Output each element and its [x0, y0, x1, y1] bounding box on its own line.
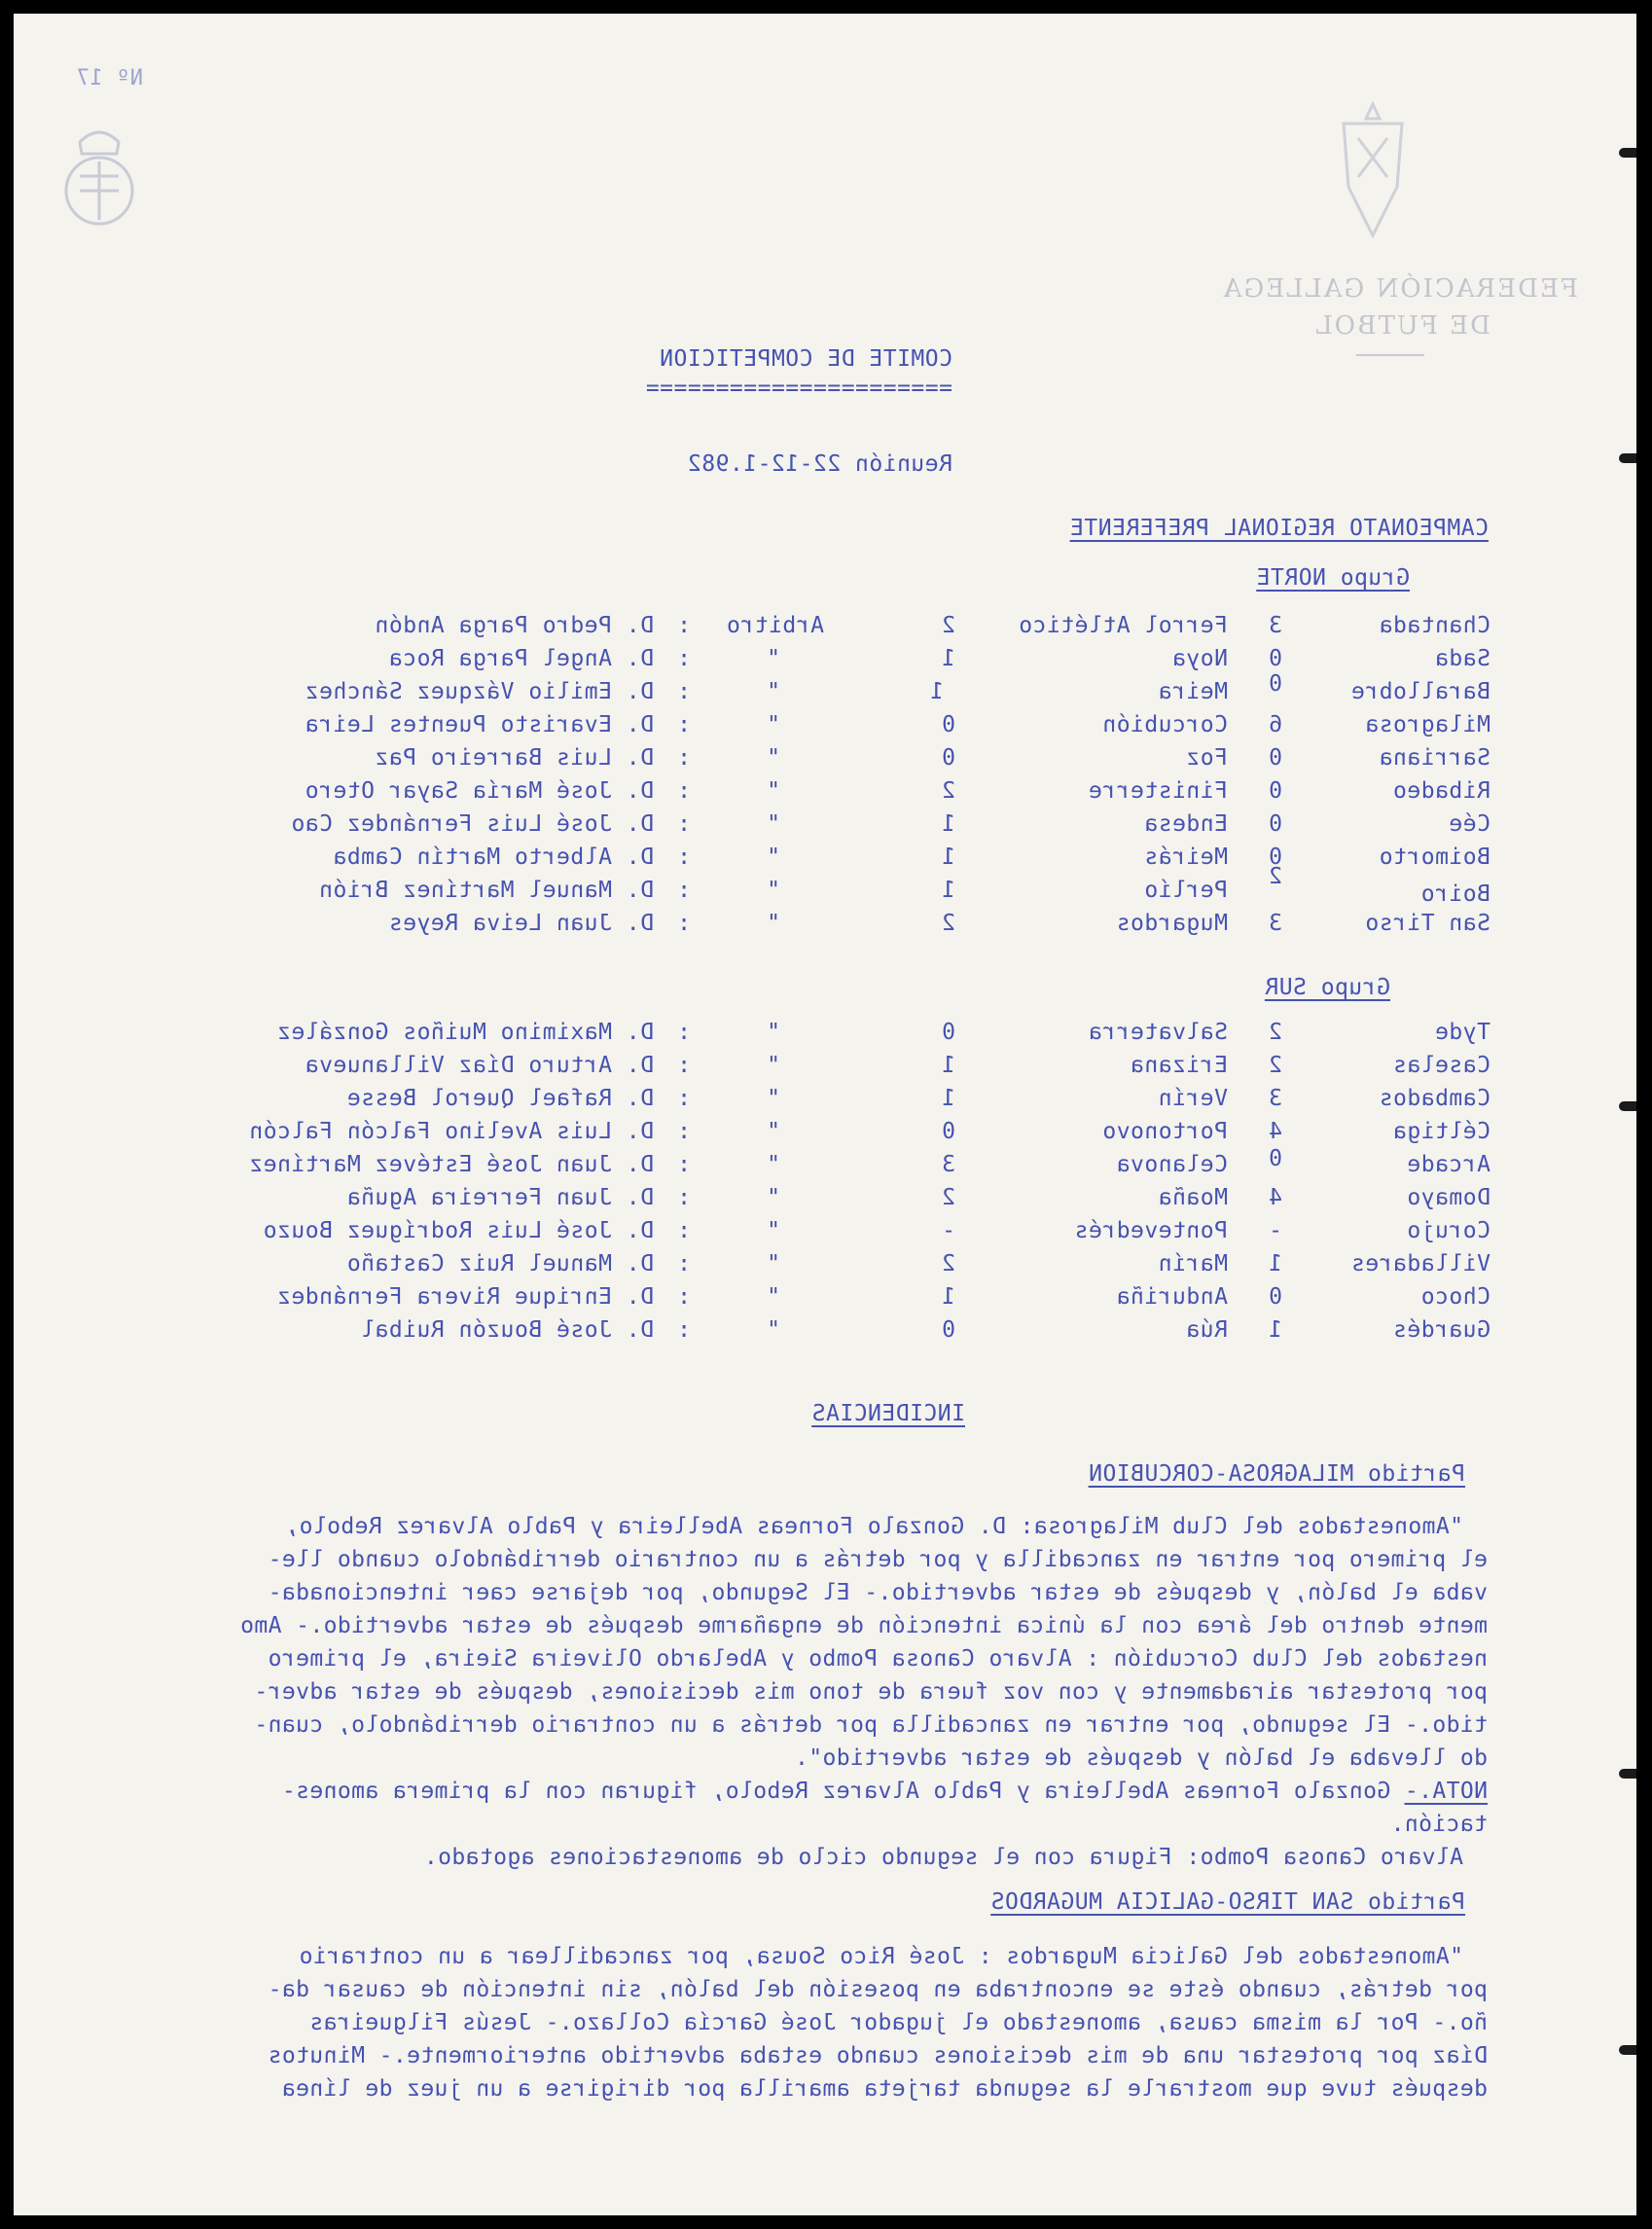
binder-hole: [1619, 148, 1636, 158]
federation-crest-icon: [60, 123, 138, 230]
ditto-mark: ": [766, 1284, 780, 1310]
away-team: Mugardos: [1116, 911, 1228, 936]
away-goals: 1: [941, 1086, 955, 1111]
away-team: Anduriña: [1116, 1284, 1228, 1310]
away-team: Endesa: [1143, 811, 1228, 837]
referee-name: D. Angel Parga Roca: [388, 646, 654, 671]
home-goals: 0: [1268, 1146, 1282, 1171]
referee-name: D. Evaristo Puentes Leira: [305, 712, 654, 737]
match-row: [14, 1117, 1636, 1146]
referee-name: D. Rafael Querol Besse: [346, 1086, 654, 1111]
home-team: Boiro: [1420, 881, 1490, 907]
ditto-mark: ": [766, 1152, 780, 1177]
separator: :: [676, 613, 691, 638]
home-goals: 3: [1268, 613, 1282, 638]
match-row: [14, 1282, 1636, 1312]
separator: :: [676, 911, 691, 936]
report-line: "Amonestados del Club Milagrosa: D. Gonzalo Forneas Abelleira y Pablo Alvarez Rebolo,: [284, 1514, 1463, 1539]
home-team: Milagrosa: [1364, 712, 1490, 737]
referee-name: D. Maximino Muiños González: [276, 1020, 654, 1045]
referee-name: D. Luis Barreiro Paz: [375, 745, 654, 771]
ditto-mark: ": [766, 911, 780, 936]
letterhead-line2: DE FUTBOL: [1313, 311, 1490, 341]
home-goals: 2: [1268, 864, 1282, 889]
separator: :: [676, 1251, 691, 1276]
home-goals: 3: [1268, 911, 1282, 936]
away-goals: 2: [941, 613, 955, 638]
referee-name: D. José Luis Rodríguez Bouzo: [263, 1218, 654, 1243]
away-goals: 1: [941, 878, 955, 903]
partido2-title: Partido SAN TIRSO-GALICIA MUGARDOS: [990, 1889, 1465, 1915]
referee-name: D. Enrique Rivera Fernández: [276, 1284, 654, 1310]
match-row: [14, 864, 1636, 907]
match-row: [14, 743, 1636, 773]
page-number: Nº 17: [76, 66, 143, 90]
match-row: [14, 1183, 1636, 1212]
ditto-mark: ": [766, 1185, 780, 1210]
ditto-mark: ": [766, 811, 780, 837]
report-line: después tuve que mostrarle la segunda tarjeta amarilla por dirigirse a un juez de línea: [281, 2076, 1488, 2102]
binder-hole: [1619, 2045, 1636, 2055]
letterhead-emblem-icon: [1329, 99, 1417, 245]
report-line: ño.- Por la misma causa, amonestado el jugador José García Collazo.- Jesús Filgueiras: [308, 2010, 1488, 2035]
away-team: Noya: [1171, 646, 1228, 671]
binder-hole: [1619, 1101, 1636, 1111]
separator: :: [676, 1119, 691, 1144]
home-team: Corujo: [1406, 1218, 1490, 1243]
separator: :: [676, 811, 691, 837]
referee-name: D. Manuel Ruiz Castaño: [346, 1251, 654, 1276]
home-team: Domayo: [1406, 1185, 1490, 1210]
separator: :: [676, 1284, 691, 1310]
referee-name: D. Luis Avelino Falcón Falcón: [248, 1119, 654, 1144]
partido1-title: Partido MILAGROSA-CORCUBION: [1088, 1461, 1465, 1487]
ditto-mark: ": [766, 778, 780, 804]
letterhead-rule: [1356, 354, 1424, 356]
home-goals: 4: [1268, 1119, 1282, 1144]
away-goals: 1: [941, 646, 955, 671]
separator: :: [676, 778, 691, 804]
away-goals: 1: [941, 845, 955, 870]
report-line: "Amonestados del Galicia Mugardos : José Rico Sousa, por zancadillear a un contrario: [299, 1944, 1463, 1969]
away-goals: 1: [941, 1053, 955, 1078]
ditto-mark: ": [766, 679, 780, 704]
home-goals: 0: [1268, 1284, 1282, 1310]
away-team: Pontevedrés: [1074, 1218, 1228, 1243]
away-goals: 0: [941, 712, 955, 737]
away-goals: 1: [929, 679, 944, 704]
home-goals: 0: [1268, 671, 1282, 697]
away-team: Foz: [1185, 745, 1228, 771]
note-text: Gonzalo Forneas Abelleira y Pablo Alvarez Rebolo, figuran con la primera amones-: [281, 1779, 1405, 1804]
match-row: [14, 909, 1636, 938]
away-team: Rúa: [1185, 1317, 1228, 1343]
separator: :: [676, 1020, 691, 1045]
separator: :: [676, 1086, 691, 1111]
group-sur-title: Grupo SUR: [1264, 975, 1390, 1000]
ditto-mark: ": [766, 1086, 780, 1111]
home-team: San Tirso: [1364, 911, 1490, 936]
ditto-mark: ": [766, 1218, 780, 1243]
away-team: Perlío: [1143, 878, 1228, 903]
referee-name: D. Pedro Parga Andón: [375, 613, 654, 638]
incidencias-title: INCIDENCIAS: [811, 1401, 965, 1426]
referee-name: D. Juan Leiva Reyes: [388, 911, 654, 936]
ditto-mark: ": [766, 1251, 780, 1276]
home-team: Arcade: [1406, 1152, 1490, 1177]
note-continuation: tación.: [1390, 1812, 1488, 1837]
away-goals: -: [941, 1218, 955, 1243]
home-goals: 0: [1268, 845, 1282, 870]
ditto-mark: ": [766, 1053, 780, 1078]
report-line: tido.- El segundo, por entrar en zancadilla por detrás a un contrario derribándolo, cuan-: [254, 1712, 1488, 1738]
committee-title: COMITE DE COMPETICION: [659, 346, 952, 372]
away-goals: 0: [941, 1317, 955, 1343]
away-goals: 0: [941, 1119, 955, 1144]
match-row: [14, 1084, 1636, 1113]
document-page: [14, 14, 1636, 2215]
binder-hole: [1619, 1769, 1636, 1779]
report-line: vaba el balón, y después de estar advertido.- El Segundo, por dejarse caer intencionada-: [268, 1580, 1488, 1605]
home-goals: 1: [1268, 1251, 1282, 1276]
away-goals: 2: [941, 778, 955, 804]
home-goals: -: [1268, 1218, 1282, 1243]
away-goals: 2: [941, 1185, 955, 1210]
referee-name: D. Emilio Vázquez Sánchez: [305, 679, 654, 704]
home-team: Cambados: [1379, 1086, 1490, 1111]
home-team: Villadares: [1350, 1251, 1490, 1276]
report-line: mente dentro del área con la única intención de engañarme después de estar advertido.- Amo: [239, 1613, 1488, 1638]
referee-name: D. José Bouzón Ruibal: [360, 1317, 654, 1343]
away-goals: 0: [941, 1020, 955, 1045]
home-team: Tyde: [1434, 1020, 1490, 1045]
referee-name: D. Alberto Martín Camba: [333, 845, 654, 870]
referee-name: D. Juan José Estévez Martínez: [248, 1152, 654, 1177]
away-team: Finisterre: [1088, 778, 1228, 804]
report-line: por detrás, cuando éste se encontraba en posesión del balón, sin intención de causar da-: [268, 1977, 1488, 2002]
away-team: Salvaterra: [1088, 1020, 1228, 1045]
separator: :: [676, 646, 691, 671]
away-team: Ferrol Atlético: [1018, 613, 1228, 638]
home-team: Sarriana: [1379, 745, 1490, 771]
report-line: Díaz por protestar una de mis decisiones cuando estaba advertido anteriormente.- Minutos: [268, 2043, 1488, 2068]
match-row: [14, 1146, 1636, 1179]
match-row: [14, 809, 1636, 839]
ditto-mark: ": [766, 745, 780, 771]
match-row: [14, 776, 1636, 806]
away-goals: 2: [941, 911, 955, 936]
separator: :: [676, 745, 691, 771]
home-team: Barallobre: [1350, 679, 1490, 704]
ditto-mark: ": [766, 1119, 780, 1144]
match-row: [14, 1018, 1636, 1047]
separator: :: [676, 878, 691, 903]
ditto-mark: ": [766, 878, 780, 903]
separator: :: [676, 1185, 691, 1210]
referee-name: D. José María Sayar Otero: [305, 778, 654, 804]
home-team: Caselas: [1392, 1053, 1490, 1078]
binder-hole: [1619, 453, 1636, 463]
match-row: [14, 710, 1636, 739]
away-goals: 0: [941, 745, 955, 771]
home-goals: 1: [1268, 1317, 1282, 1343]
referee-name: D. José Luis Fernández Cao: [290, 811, 654, 837]
separator: :: [676, 845, 691, 870]
separator: :: [676, 1317, 691, 1343]
note-second: Alvaro Canosa Pombo: Figura con el segundo ciclo de amonestaciones agotado.: [423, 1845, 1463, 1870]
referee-name: D. Arturo Díaz Villanueva: [305, 1053, 654, 1078]
away-team: Verín: [1158, 1086, 1228, 1111]
home-team: Boimorto: [1379, 845, 1490, 870]
ditto-mark: ": [766, 1317, 780, 1343]
home-team: Chantada: [1379, 613, 1490, 638]
away-team: Marín: [1158, 1251, 1228, 1276]
match-row: [14, 1051, 1636, 1080]
away-goals: 1: [941, 811, 955, 837]
match-row: [14, 644, 1636, 673]
match-row: [14, 1216, 1636, 1245]
meeting-date: Reunión 22-12-1.982: [687, 451, 952, 477]
report-line: por protestar airadamente y con voz fuera de tono mis decisiones, después de estar adver-: [254, 1679, 1488, 1705]
home-goals: 2: [1268, 1053, 1282, 1078]
separator: :: [676, 712, 691, 737]
away-team: Meira: [1158, 679, 1228, 704]
referee-name: D. Juan Ferreira Aguña: [346, 1185, 654, 1210]
match-row: [14, 671, 1636, 706]
home-goals: 0: [1268, 778, 1282, 804]
away-goals: 3: [941, 1152, 955, 1177]
match-row: [14, 611, 1636, 640]
home-team: Guardés: [1392, 1317, 1490, 1343]
referee-label: Arbitro: [726, 613, 824, 638]
report-line: do llevaba el balón y después de estar advertido".: [794, 1745, 1488, 1771]
away-team: Celanova: [1116, 1152, 1228, 1177]
away-team: Meirás: [1143, 845, 1228, 870]
home-team: Ribadeo: [1392, 778, 1490, 804]
home-team: Céltiga: [1392, 1119, 1490, 1144]
note-line: [281, 1775, 1488, 1809]
home-goals: 2: [1268, 1020, 1282, 1045]
home-goals: 6: [1268, 712, 1282, 737]
ditto-mark: ": [766, 1020, 780, 1045]
away-team: Erizana: [1130, 1053, 1228, 1078]
home-goals: 3: [1268, 1086, 1282, 1111]
home-goals: 0: [1268, 811, 1282, 837]
separator: :: [676, 1053, 691, 1078]
home-goals: 0: [1268, 646, 1282, 671]
match-row: [14, 1249, 1636, 1278]
group-norte-title: Grupo NORTE: [1256, 565, 1410, 591]
away-team: Portonovo: [1101, 1119, 1228, 1144]
away-goals: 1: [941, 1284, 955, 1310]
away-goals: 2: [941, 1251, 955, 1276]
home-team: Cée: [1448, 811, 1490, 837]
separator: :: [676, 1152, 691, 1177]
separator: :: [676, 679, 691, 704]
mirrored-content: [14, 14, 1636, 2215]
ditto-mark: ": [766, 646, 780, 671]
away-team: Corcubión: [1101, 712, 1228, 737]
away-team: Moaña: [1158, 1185, 1228, 1210]
note-label: NOTA.-: [1404, 1779, 1488, 1804]
letterhead-line1: FEDERACIÓN GALLEGA: [1221, 274, 1578, 304]
match-row: [14, 843, 1636, 872]
championship-title: CAMPEONATO REGIONAL PREFERENTE: [1069, 516, 1489, 541]
ditto-mark: ": [766, 845, 780, 870]
report-line: el primero por entrar en zancadilla y por detrás a un contrario derribándolo cuando lle-: [268, 1547, 1488, 1572]
home-team: Choco: [1420, 1284, 1490, 1310]
ditto-mark: ": [766, 712, 780, 737]
home-goals: 0: [1268, 745, 1282, 771]
report-line: nestados del Club Corcubión : Alvaro Canosa Pombo y Abelardo Oliveira Sieira, el primero: [268, 1646, 1488, 1672]
committee-rule: ======================: [645, 376, 952, 401]
referee-name: D. Manuel Martínez Brión: [318, 878, 654, 903]
match-row: [14, 1315, 1636, 1345]
home-goals: 4: [1268, 1185, 1282, 1210]
separator: :: [676, 1218, 691, 1243]
home-team: Sada: [1434, 646, 1490, 671]
